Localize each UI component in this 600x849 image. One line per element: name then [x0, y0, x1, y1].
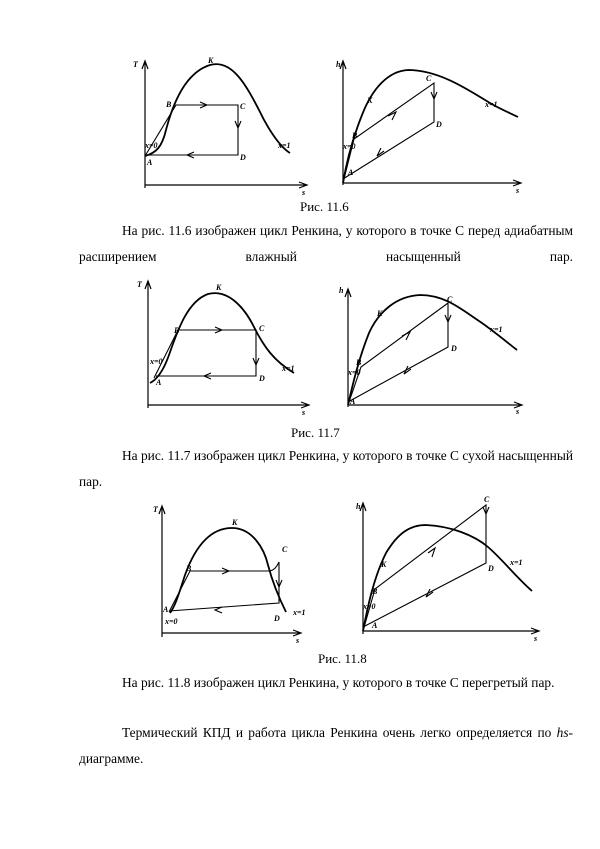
x0-label: x=0: [363, 602, 376, 611]
point-a-label: A: [147, 158, 153, 167]
point-c-label: C: [426, 74, 432, 83]
cycle-path: [348, 303, 448, 405]
s-axis: [343, 180, 521, 186]
point-k-label: K: [216, 283, 222, 292]
paragraph-text-line1: Термический КПД и работа цикла Ренкина очень легко определяется по: [122, 725, 552, 740]
hs-term: hs-: [556, 725, 573, 740]
s-axis-label: s: [534, 634, 538, 643]
s-axis-label: s: [516, 186, 520, 195]
t-axis-label: T: [153, 505, 158, 514]
fig-11-6-hs-diagram: [330, 55, 530, 195]
flow-arrows: [204, 327, 259, 379]
flow-arrows: [187, 102, 241, 158]
fig-11-7-hs-diagram: [335, 283, 530, 418]
paragraph-text-line2: диаграмме.: [79, 751, 144, 766]
flow-arrows: [215, 568, 282, 613]
saturation-dome: [145, 64, 290, 156]
paragraph-fig-11-8: [79, 670, 573, 696]
fig-11-6-ts-diagram: [128, 55, 313, 195]
point-a-label: A: [350, 397, 356, 406]
x1-label: x=1: [490, 325, 503, 334]
point-k-label: K: [377, 309, 383, 318]
point-a-label: A: [156, 378, 162, 387]
point-d-label: D: [274, 614, 280, 623]
point-d-label: D: [436, 120, 442, 129]
s-axis: [145, 182, 307, 188]
x0-label: x=0: [343, 142, 356, 151]
x1-label: x=1: [485, 100, 498, 109]
point-c-label: C: [447, 295, 453, 304]
s-axis-label: s: [302, 408, 306, 417]
figure-caption-11-6: Рис. 11.6: [300, 199, 349, 214]
saturation-dome: [150, 293, 294, 383]
h-axis: [360, 503, 366, 634]
point-d-label: D: [451, 344, 457, 353]
point-d-label: D: [240, 153, 246, 162]
point-b-label: B: [356, 358, 362, 367]
s-axis-label: s: [302, 188, 306, 197]
paragraph-text: На рис. 11.6 изображен цикл Ренкина, у которого в точке С перед адиабатным расширением влажный насыщенный пар.: [79, 223, 573, 264]
t-axis-label: T: [137, 280, 142, 289]
h-axis-label: h: [339, 286, 344, 295]
point-c-label: C: [259, 324, 265, 333]
s-axis: [363, 628, 539, 634]
paragraph-efficiency: [79, 720, 573, 772]
paragraph-fig-11-7: [79, 443, 573, 495]
point-k-label: K: [367, 96, 373, 105]
point-b-label: B: [166, 100, 172, 109]
point-k-label: K: [381, 560, 387, 569]
point-b-label: B: [352, 131, 358, 140]
paragraph-fig-11-6: [79, 218, 573, 270]
flow-arrows: [402, 315, 451, 374]
x0-label: x=0: [165, 617, 178, 626]
t-axis-label: T: [133, 60, 138, 69]
x0-label: x=0: [150, 357, 163, 366]
point-a-label: A: [163, 605, 169, 614]
point-b-label: B: [372, 587, 378, 596]
s-axis: [162, 630, 301, 636]
paragraph-text: На рис. 11.8 изображен цикл Ренкина, у которого в точке С перегретый пар.: [122, 675, 555, 690]
point-k-label: K: [232, 518, 238, 527]
x1-label: x=1: [510, 558, 523, 567]
fig-11-8-ts-diagram: [150, 500, 320, 645]
saturation-curve: [363, 525, 532, 631]
fig-11-8-hs-diagram: [350, 495, 550, 645]
h-axis: [345, 289, 351, 407]
point-a-label: A: [372, 621, 378, 630]
point-k-label: K: [208, 56, 214, 65]
x1-label: x=1: [293, 608, 306, 617]
t-axis: [142, 61, 148, 188]
point-d-label: D: [488, 564, 494, 573]
flow-arrows: [426, 507, 489, 597]
s-axis: [348, 402, 522, 408]
figure-caption-11-8: Рис. 11.8: [318, 651, 367, 666]
x1-label: x=1: [282, 364, 295, 373]
s-axis-label: s: [516, 407, 520, 416]
point-c-label: C: [282, 545, 288, 554]
point-b-label: B: [174, 326, 180, 335]
point-a-label: A: [348, 168, 354, 177]
figure-caption-11-7: Рис. 11.7: [291, 425, 340, 440]
h-axis-label: h: [356, 502, 361, 511]
saturation-curve: [343, 70, 518, 183]
point-c-label: C: [484, 495, 490, 504]
h-axis: [340, 61, 346, 185]
point-d-label: D: [259, 374, 265, 383]
point-c-label: C: [240, 102, 246, 111]
h-axis-label: h: [336, 60, 341, 69]
point-b-label: B: [186, 564, 192, 573]
x1-label: x=1: [278, 141, 291, 150]
s-axis-label: s: [296, 636, 300, 645]
paragraph-text: На рис. 11.7 изображен цикл Ренкина, у которого в точке С сухой насыщенный пар.: [79, 448, 573, 489]
t-axis: [145, 281, 151, 408]
x0-label: x=0: [145, 141, 158, 150]
x0-label: x=0: [348, 368, 361, 377]
fig-11-7-ts-diagram: [136, 275, 316, 415]
s-axis: [148, 402, 309, 408]
